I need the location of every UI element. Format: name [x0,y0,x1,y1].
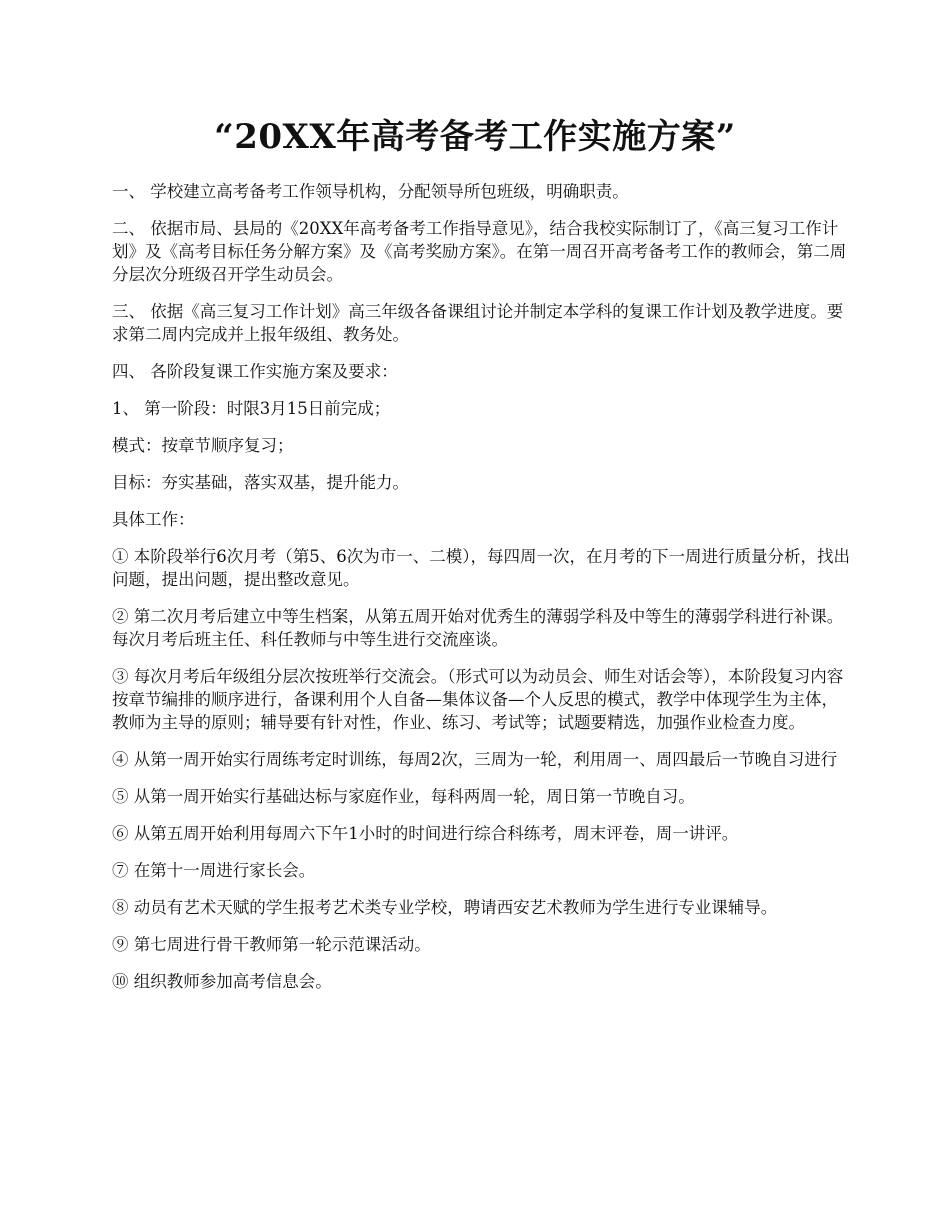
paragraph-item-5: ⑤ 从第一周开始实行基础达标与家庭作业，每科两周一轮，周日第一节晚自习。 [112,787,695,806]
paragraph-goal: 目标：夯实基础，落实双基，提升能力。 [112,473,409,492]
paragraph-specific-work: 具体工作： [112,510,195,529]
paragraph-item-8: ⑧ 动员有艺术天赋的学生报考艺术类专业学校，聘请西安艺术教师为学生进行专业课辅导。 [112,898,778,917]
paragraph-item-9: ⑨ 第七周进行骨干教师第一轮示范课活动。 [112,935,431,954]
paragraph-item-10: ⑩ 组织教师参加高考信息会。 [112,972,332,991]
paragraph-item-1: ① 本阶段举行6次月考（第5、6次为市一、二模），每四周一次，在月考的下一周进行质量分析，找出问题，提出问题，提出整改意见。 [112,547,850,589]
paragraph-mode: 模式：按章节顺序复习； [112,436,294,455]
paragraph-item-2: ② 第二次月考后建立中等生档案，从第五周开始对优秀生的薄弱学科及中等生的薄弱学科进行补课。每次月考后班主任、科任教师与中等生进行交流座谈。 [112,607,844,649]
paragraph-section-4: 四、 各阶段复课工作实施方案及要求： [112,362,398,381]
paragraph-stage-1: 1、 第一阶段：时限3月15日前完成； [112,399,391,418]
paragraph-section-3: 三、 依据《高三复习工作计划》高三年级各备课组讨论并制定本学科的复课工作计划及教学进度。要求第二周内完成并上报年级组、教务处。 [112,302,844,344]
paragraph-section-1: 一、 学校建立高考备考工作领导机构，分配领导所包班级，明确职责。 [112,182,629,201]
paragraph-item-4: ④ 从第一周开始实行周练考定时训练，每周2次，三周为一轮，利用周一、周四最后一节晚自习进行 [112,750,838,769]
paragraph-item-3: ③ 每次月考后年级组分层次按班举行交流会。（形式可以为动员会、师生对话会等），本阶段复习内容按章节编排的顺序进行，备课利用个人自备—集体议备—个人反思的模式，教学中体现学生为主体，教师为主导的原则；辅导要有针对性，作业、练习、考试等；试题要精选，加强作业检查力度。 [112,667,844,732]
document-title: “20XX年高考备考工作实施方案” [214,117,736,157]
paragraph-item-6: ⑥ 从第五周开始利用每周六下午1小时的时间进行综合科练考，周末评卷，周一讲评。 [112,824,739,843]
paragraph-item-7: ⑦ 在第十一周进行家长会。 [112,861,316,880]
document-body [112,180,850,1007]
paragraph-section-2: 二、 依据市局、县局的《20XX年高考备考工作指导意见》，结合我校实际制订了，《高三复习工作计划》及《高考目标任务分解方案》及《高考奖励方案》。在第一周召开高考备考工作的教师会，第二周分层次分班级召开学生动员会。 [112,219,847,284]
